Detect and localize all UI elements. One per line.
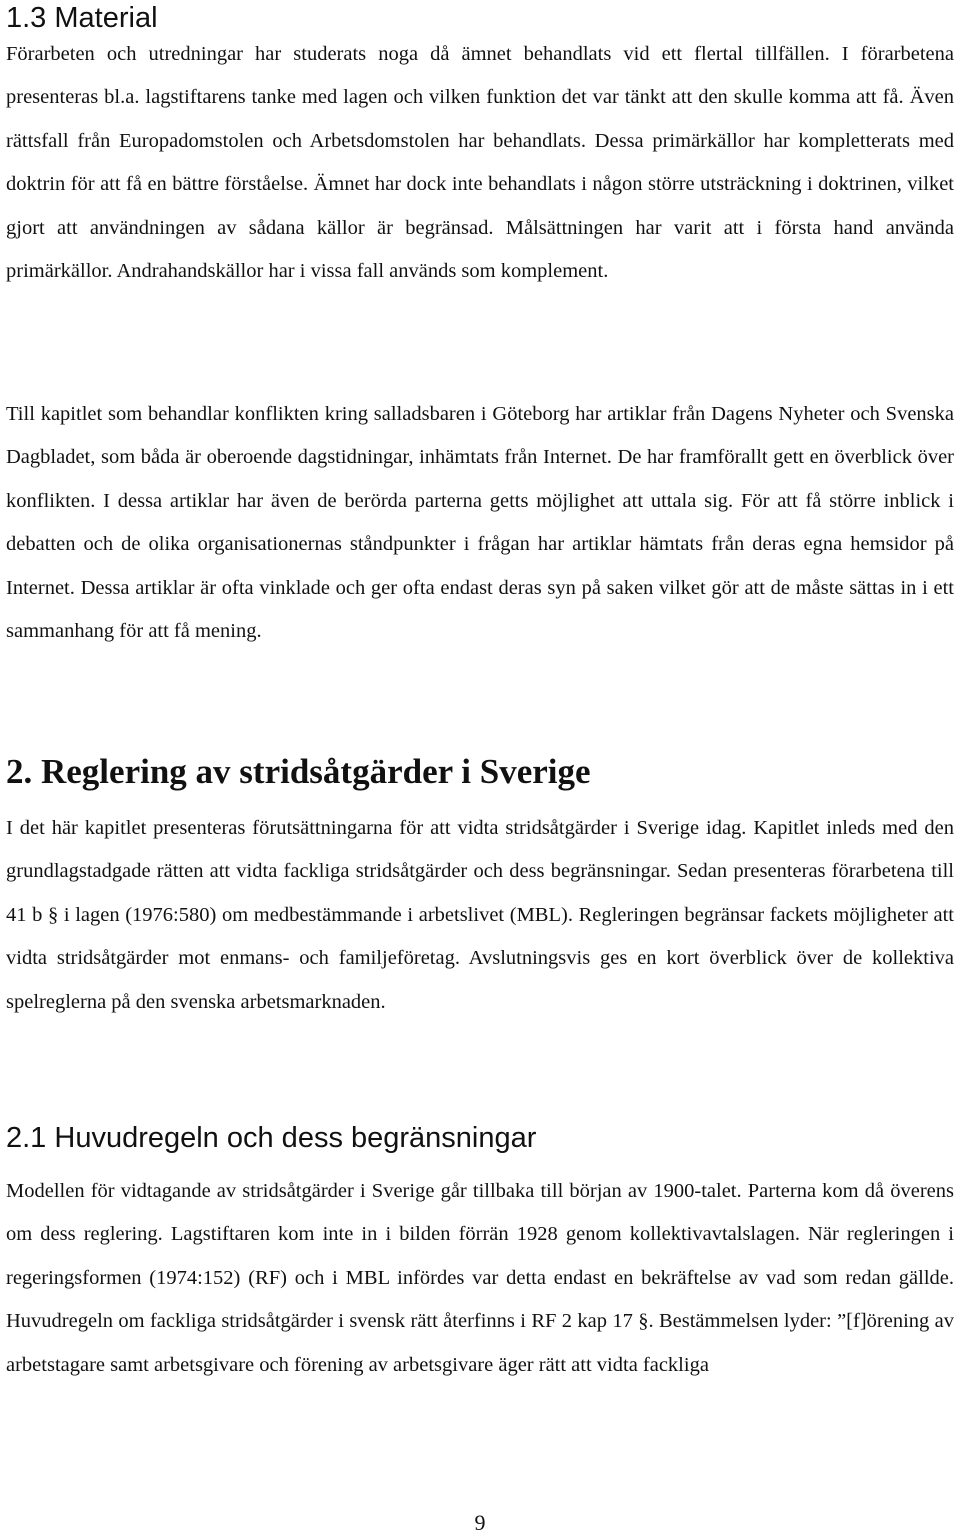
section-heading-material: 1.3 Material	[6, 2, 158, 34]
document-page	[6, 0, 954, 1537]
page-number: 9	[474, 1510, 486, 1535]
section-heading-huvudregel: 2.1 Huvudregeln och dess begränsningar	[6, 1122, 537, 1154]
chapter-heading: 2. Reglering av stridsåtgärder i Sverige	[6, 752, 591, 791]
paragraph-chapter-intro: I det här kapitlet presenteras förutsättningarna för att vidta stridsåtgärder i Sverige idag. Kapitlet inleds med den grundlagstadgade rätten att vidta fackliga stridsåtgärder och dess begränsningar. Sedan presenteras förarbetena till 41 b § i lagen (1976:580) om medbestämmande i arbetslivet (MBL). Regleringen begränsar fackets möjligheter att vidta stridsåtgärder mot enmans- och familjeföretag. Avslutningsvis ges en kort överblick över de kollektiva spelreglerna på den svenska arbetsmarknaden.	[6, 817, 954, 1013]
paragraph-huvudregel: Modellen för vidtagande av stridsåtgärder i Sverige går tillbaka till början av 1900-talet. Parterna kom då överens om dess reglering. Lagstiftaren kom inte in i bilden förrän 1928 genom kollektivavtalslagen. När regleringen i regeringsformen (1974:152) (RF) och i MBL infördes var detta endast en bekräftelse av vad som redan gällde. Huvudregeln om fackliga stridsåtgärder i svensk rätt återfinns i RF 2 kap 17 §. Bestämmelsen lyder: ”[f]örening av arbetstagare samt arbetsgivare och förening av arbetsgivare äger rätt att vidta fackliga	[6, 1180, 954, 1376]
paragraph-material-sources: Förarbeten och utredningar har studerats noga då ämnet behandlats vid ett flertal tillfällen. I förarbetena presenteras bl.a. lagstiftarens tanke med lagen och vilken funktion det var tänkt att den skulle komma att få. Även rättsfall från Europadomstolen och Arbetsdomstolen har behandlats. Dessa primärkällor har kompletterats med doktrin för att få en bättre förståelse. Ämnet har dock inte behandlats i någon större utsträckning i doktrinen, vilket gjort att användningen av sådana källor är begränsad. Målsättningen har varit att i första hand använda primärkällor. Andrahandskällor har i vissa fall används som komplement.	[6, 43, 954, 283]
paragraph-material-articles: Till kapitlet som behandlar konflikten kring salladsbaren i Göteborg har artiklar från Dagens Nyheter och Svenska Dagbladet, som båda är oberoende dagstidningar, inhämtats från Internet. De har framförallt gett en överblick över konflikten. I dessa artiklar har även de berörda parterna getts möjlighet att uttala sig. För att få större inblick i debatten och de olika organisationernas ståndpunkter i frågan har artiklar hämtats från deras egna hemsidor på Internet. Dessa artiklar är ofta vinklade och ger ofta endast deras syn på saken vilket gör att de måste sättas in i ett sammanhang för att få mening.	[6, 403, 954, 643]
